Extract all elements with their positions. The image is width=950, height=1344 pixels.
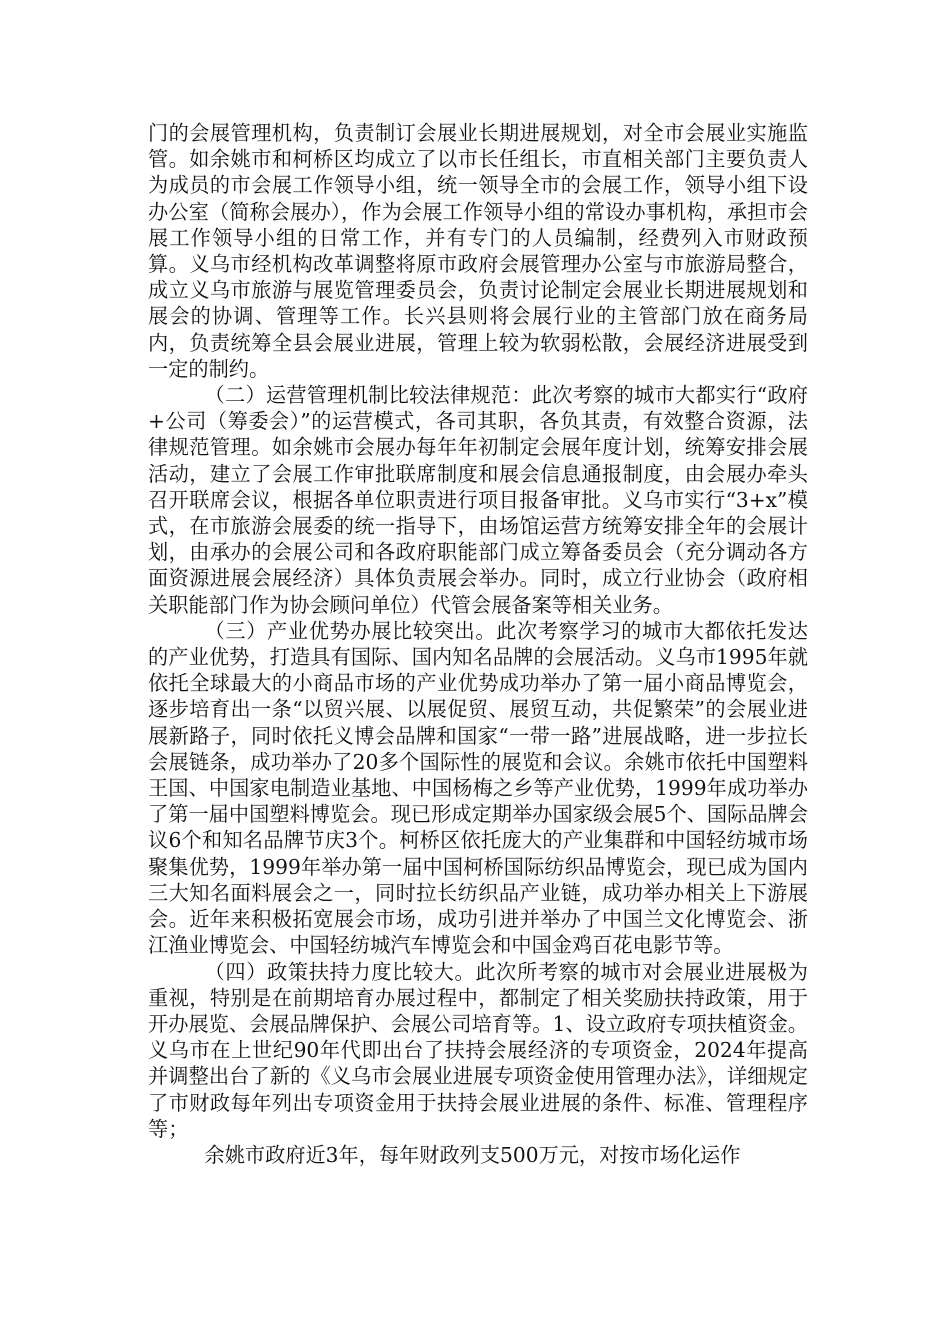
paragraph-5: 余姚市政府近3年，每年财政列支500万元，对按市场化运作 bbox=[204, 1142, 741, 1167]
document-body bbox=[148, 120, 808, 1168]
paragraph-1: 门的会展管理机构，负责制订会展业长期进展规划，对全市会展业实施监管。如余姚市和柯桥区均成立了以市长任组长，市直相关部门主要负责人为成员的市会展工作领导小组，统一领导全市的会展工作，领导小组下设办公室（简称会展办），作为会展工作领导小组的常设办事机构，承担市会展工作领导小组的日常工作，并有专门的人员编制，经费列入市财政预算。义乌市经机构改革调整将原市政府会展管理办公室与市旅游局整合，成立义乌市旅游与展览管理委员会，负责讨论制定会展业长期进展规划和展会的协调、管理等工作。长兴县则将会展行业的主管部门放在商务局内，负责统筹全县会展业进展，管理上较为软弱松散，会展经济进展受到一定的制约。 bbox=[148, 121, 808, 381]
paragraph-2: （二）运营管理机制比较法律规范：此次考察的城市大都实行“政府+公司（筹委会）”的运营模式，各司其职，各负其责，有效整合资源，法律规范管理。如余姚市会展办每年年初制定会展年度计划，统筹安排会展活动，建立了会展工作审批联席制度和展会信息通报制度，由会展办牵头召开联席会议，根据各单位职责进行项目报备审批。义乌市实行“3+x”模式，在市旅游会展委的统一指导下，由场馆运营方统筹安排全年的会展计划，由承办的会展公司和各政府职能部门成立筹备委员会（充分调动各方面资源进展会展经济）具体负责展会举办。同时，成立行业协会（政府相关职能部门作为协会顾问单位）代管会展备案等相关业务。 bbox=[148, 383, 808, 617]
paragraph-3: （三）产业优势办展比较突出。此次考察学习的城市大都依托发达的产业优势，打造具有国际、国内知名品牌的会展活动。义乌市1995年就依托全球最大的小商品市场的产业优势成功举办了第一届小商品博览会，逐步培育出一条“以贸兴展、以展促贸、展贸互动，共促繁荣”的会展业进展新路子，同时依托义博会品牌和国家“一带一路”进展战略，进一步拉长会展链条，成功举办了20多个国际性的展览和会议。余姚市依托中国塑料王国、中国家电制造业基地、中国杨梅之乡等产业优势，1999年成功举办了第一届中国塑料博览会。现已形成定期举办国家级会展5个、国际品牌会议6个和知名品牌节庆3个。柯桥区依托庞大的产业集群和中国轻纺城市场聚集优势，1999年举办第一届中国柯桥国际纺织品博览会，现已成为国内三大知名面料展会之一，同时拉长纺织品产业链，成功举办相关上下游展会。近年来积极拓宽展会市场，成功引进并举办了中国兰文化博览会、浙江渔业博览会、中国轻纺城汽车博览会和中国金鸡百花电影节等。 bbox=[148, 618, 808, 958]
paragraph-4: （四）政策扶持力度比较大。此次所考察的城市对会展业进展极为重视，特别是在前期培育办展过程中，都制定了相关奖励扶持政策，用于开办展览、会展品牌保护、会展公司培育等。1、设立政府专项扶植资金。义乌市在上世纪90年代即出台了扶持会展经济的专项资金，2024年提高并调整出台了新的《义乌市会展业进展专项资金使用管理办法》，详细规定了市财政每年列出专项资金用于扶持会展业进展的条件、标准、管理程序等； bbox=[148, 959, 808, 1141]
